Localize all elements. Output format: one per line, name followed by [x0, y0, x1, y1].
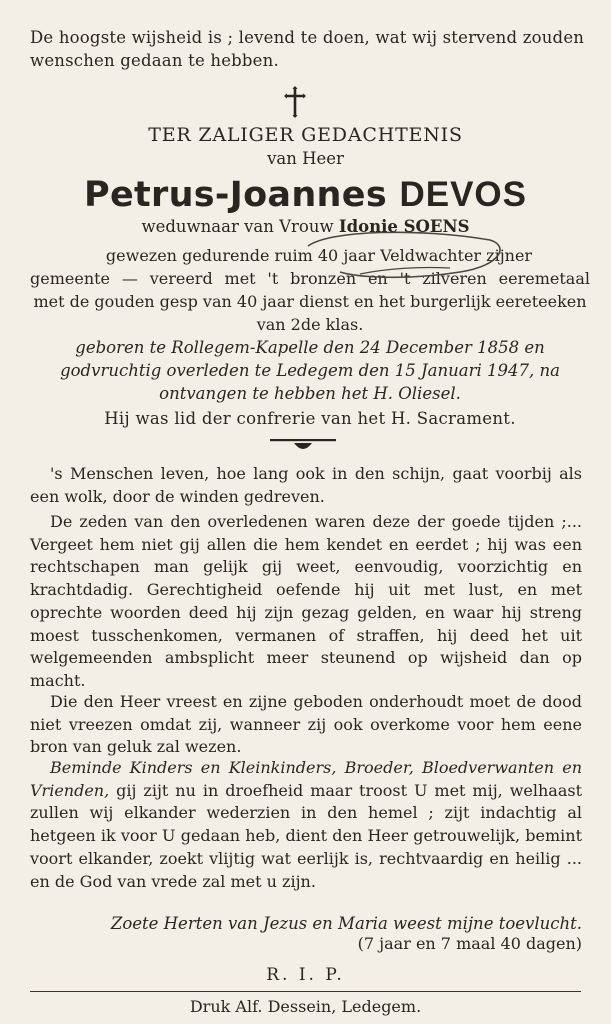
name-last: DEVOS — [399, 175, 527, 214]
paragraph-life: 's Menschen leven, hoe lang ook in den schijn, gaat voorbij als een wolk, door de winden gedreven. — [30, 464, 582, 506]
paragraph-fear-of-lord: Die den Heer vreest en zijne geboden onderhoudt moet de dood niet vreezen omdat zij, wanneer zij ook overkome voor hem eene bron van geluk zal wezen. — [30, 692, 582, 757]
prayer-line: Zoete Herten van Jezus en Maria weest mijne toevlucht. — [110, 914, 582, 933]
career-line-1: gewezen gedurende ruim 40 jaar Veldwachter zijner — [105, 246, 533, 265]
widower-prefix: weduwnaar van Vrouw — [141, 217, 334, 236]
printer-line: Druk Alf. Dessein, Ledegem. — [189, 997, 422, 1016]
cross-icon — [280, 85, 310, 119]
bottom-divider — [30, 991, 581, 992]
farewell-text: gij zijt nu in droefheid maar troost U met mij, welhaast zullen wij elkander wederzien in den hemel ; zijt indachtig al hetgeen ik voor U gedaan heb, dient den Heer getrouwelijk, bemint voort elkander, zoekt vlijtig wat eerlijk is, rechtvaardig en heilig ... en de God van vrede zal met u zijn. — [30, 780, 582, 891]
farewell-address: Beminde Kinders en Kleinkinders, Broeder, Bloedverwanten en Vrienden, — [30, 758, 582, 800]
confrerie-line: Hij was lid der confrerie van het H. Sacrament. — [104, 409, 516, 428]
career-text — [30, 244, 590, 336]
rip: R. I. P. — [266, 965, 345, 985]
motto: De hoogste wijsheid is ; levend te doen, wat wij stervend zouden wenschen gedaan te hebben. — [30, 28, 585, 70]
name-first: Petrus-Joannes — [84, 175, 387, 215]
widower-name: Idonie SOENS — [338, 217, 470, 236]
career-rest: met de gouden gesp van 40 jaar dienst en het burgerlijk eereteeken van 2de klas. — [33, 292, 587, 334]
paragraph-virtues: De zeden van den overledenen waren deze der goede tijden ;... Vergeet hem niet gij allen die hem kendet en eerdet ; hij was een rechtschapen man gelijk gij weet, eenvoudig, voorzichtig en krachtdadig. Gerechtigheid oefende hij uit met lust, en met oprechte woorden deed hij zijn gezag gelden, en waar hij streng moest tusschenkomen, vermanen of straffen, hij deed het uit welgemeenden ambsplicht meer steunend op wijsheid dan op macht. — [30, 512, 582, 690]
widower-line — [20, 216, 591, 238]
paragraph-farewell — [30, 757, 582, 893]
birth-death-dates: geboren te Rollegem-Kapelle den 24 December 1858 en godvruchtig overleden te Ledegem den 15 Januari 1947, na ontvangen te hebben het H. Oliesel. — [60, 338, 560, 403]
divider-ornament-icon — [270, 437, 336, 455]
heading: TER ZALIGER GEDACHTENIS — [148, 124, 463, 146]
van-heer: van Heer — [267, 149, 344, 168]
career-line-2: gemeente — vereerd met 't bronzen en 't zilveren eeremetaal — [30, 269, 590, 288]
indulgence-line: (7 jaar en 7 maal 40 dagen) — [357, 934, 582, 953]
deceased-name — [20, 172, 591, 218]
